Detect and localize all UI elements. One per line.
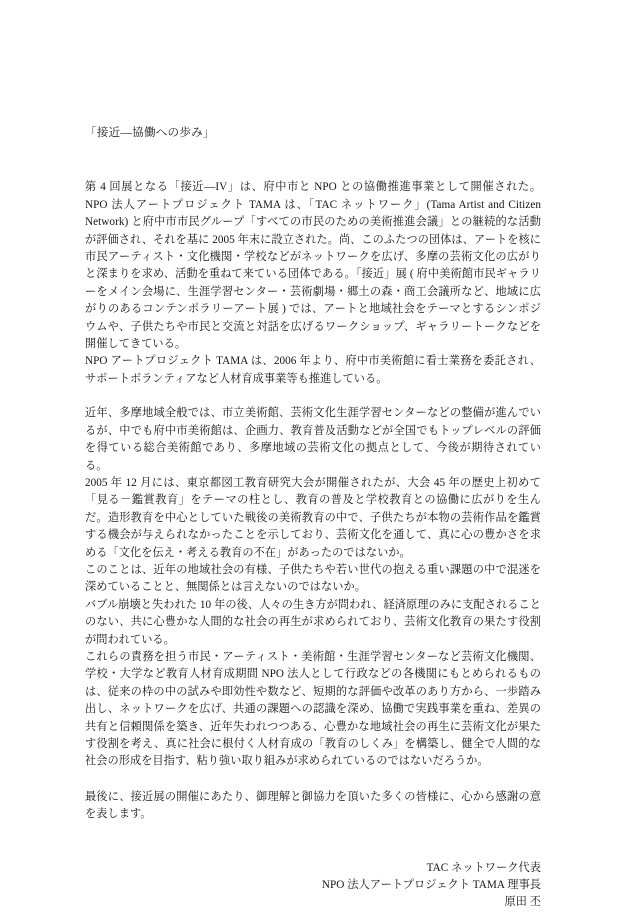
paragraph: 第 4 回展となる「接近—IV」は、府中市と NPO との協働推進事業として開催された。NPO 法人アートプロジェクト TAMA は、「TAC ネットワーク」(Tama Artist and Citizen Network) と府中市市民グループ「すべての市民のための美術推進会議」との継続的な活動が評価され、それを基に 2005 年末に設立された。尚、このふたつの団体は、アートを核に市民アーティスト・文化機関・学校などがネットワークを広げ、多摩の芸術文化の広がりと深まりを求め、活動を重ねて来ている団体である。「接近」展 ( 府中美術館市民ギャラリーをメイン会場に、生涯学習センター・芸術劇場・郷土の森・商工会議所など、地域に広がりのあるコンテンポラリーアート展 ) では、アートと地域社会をテーマとするシンポジウムや、子供たちや市民と交流と対話を広げるワークショップ、ギャラリートークなどを開催してきている。 [85,181,541,351]
paragraph: 最後に、接近展の開催にあたり、御理解と御協力を頂いた多くの皆様に、心から感謝の意を表します。 [85,790,541,821]
page-title: 「接近—協働への歩み」 [85,126,215,139]
paragraph: バブル崩壊と失われた 10 年の後、人々の生き方が問われ、経済原理のみに支配されることのない、共に心豊かな人間的な社会の再生が求められており、芸術文化教育の果たす役割が問われている。 [85,598,541,646]
document-content [85,124,541,912]
paragraph: 近年、多摩地域全般では、市立美術館、芸術文化生涯学習センターなどの整備が進んでいるが、中でも府中市美術館は、企画力、教育普及活動などが全国でもトップレベルの評価を得ている総合美術館であり、多摩地域の芸術文化の拠点として、今後が期待されている。 [85,407,541,472]
signature-line-role: TAC ネットワーク代表 [426,861,541,874]
paragraph-group-intro [85,179,541,388]
paragraph: これらの責務を担う市民・アーティスト・美術館・生涯学習センターなど芸術文化機関、学校・大学など教育人材育成期間 NPO 法人として行政などの各機関にもとめられるものは、従来の枠の中の試みや即効性や数など、短期的な評価や改革のあり方から、一歩踏み出し、ネットワークを広げ、共通の課題への認識を深め、協働で実践事業を重ね、差異の共有と信頼関係を築き、近年失われつつある、心豊かな地域社会の再生に芸術文化が果たす役割を考え、真に社会に根付く人材育成の「教育のしくみ」を構築し、健全で人間的な社会の形成を目指す、粘り強い取り組みが求められているのではないだろうか。 [85,650,541,768]
signature-block [85,860,541,912]
signature-line-name: 原田 丕 [504,896,541,909]
signature-line-organization: NPO 法人アートプロジェクト TAMA 理事長 [321,879,541,892]
title-spacer [85,141,541,179]
paragraph: このことは、近年の地域社会の有様、子供たちや若い世代の抱える重い課題の中で混迷を深めていることと、無関係とは言えないのではないか。 [85,563,541,594]
paragraph-group-body [85,405,541,771]
paragraph: NPO アートプロジェクト TAMA は、2006 年より、府中市美術館に看士業務を委託され、サポートボランティアなど人材育成事業等も推進している。 [85,355,541,385]
paragraph: 2005 年 12 月には、東京都図工教育研究大会が開催されたが、大会 45 年の歴史上初めて「見る－鑑賞教育」をテーマの柱とし、教育の普及と学校教育との協働に広がりを生んだ。造形教育を中心としていた戦後の美術教育の中で、子供たちが本物の芸術作品を鑑賞する機会が与えられなかったことを示しており、芸術文化を通して、真に心の豊かさを求める「文化を伝え・考える教育の不在」があったのではないか。 [85,476,541,559]
paragraph-group-closing [85,789,541,824]
